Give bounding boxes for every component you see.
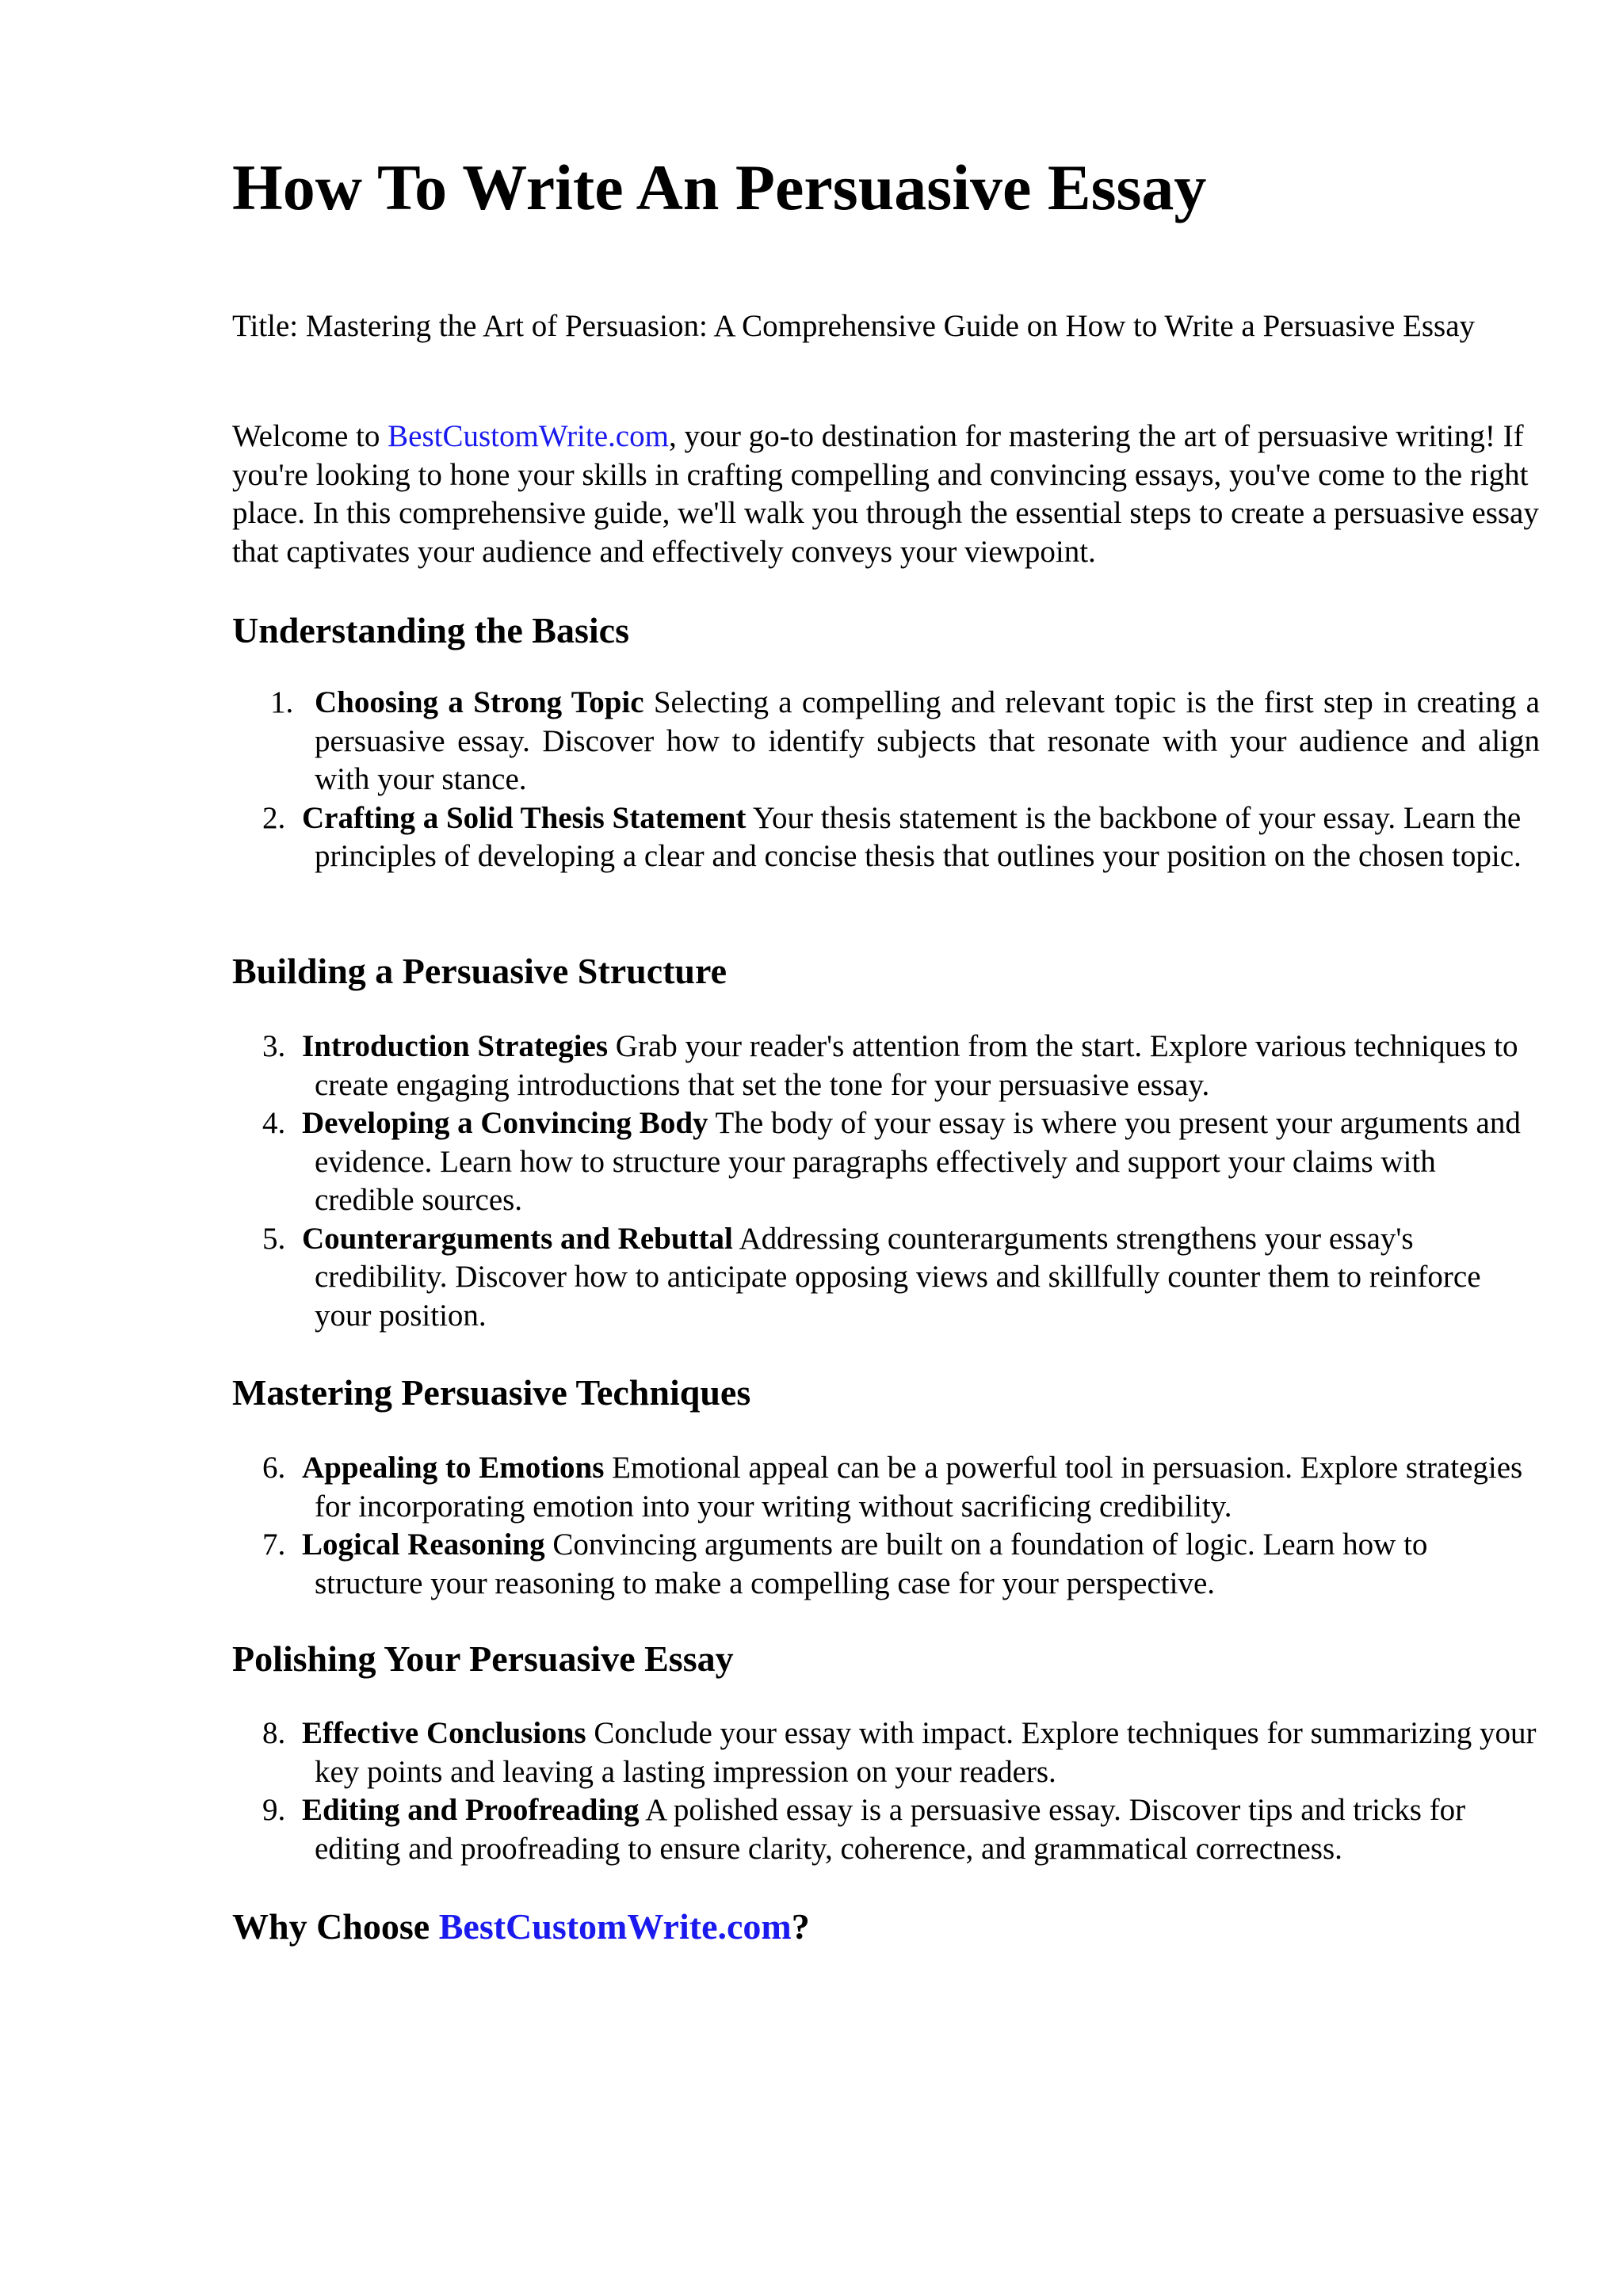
closing-heading-prefix: Why Choose [232, 1906, 439, 1947]
list-item [232, 1028, 1540, 1104]
page-title: How To Write An Persuasive Essay [232, 151, 1207, 223]
document-subtitle: Title: Mastering the Art of Persuasion: A Comprehensive Guide on How to Write a Persuasive Essay [232, 309, 1475, 343]
list-item-term: Logical Reasoning [302, 1527, 545, 1562]
list-item-term: Choosing a Strong Topic [315, 685, 644, 719]
list-item-number: 7. [262, 1527, 286, 1562]
list-item-number: 9. [262, 1793, 286, 1827]
closing-heading [232, 1905, 810, 1949]
list-item-number: 1. [270, 685, 294, 719]
section-heading-polishing: Polishing Your Persuasive Essay [232, 1638, 734, 1679]
list-item-term: Developing a Convincing Body [302, 1106, 708, 1140]
section-list-structure [232, 1028, 1540, 1335]
list-item-term: Effective Conclusions [302, 1716, 586, 1750]
section-list-basics [232, 684, 1540, 876]
closing-heading-suffix: ? [791, 1906, 810, 1947]
list-item [232, 1714, 1540, 1791]
list-item-text: Grab your reader's attention from the start. Explore various techniques to create engaging introductions that set the tone for your persuasive essay. [315, 1029, 1518, 1102]
section-list-polishing [232, 1714, 1540, 1868]
section-list-techniques [232, 1449, 1540, 1603]
list-item-term: Counterarguments and Rebuttal [302, 1221, 733, 1256]
closing-heading-link[interactable]: BestCustomWrite.com [438, 1906, 792, 1947]
section-heading-techniques: Mastering Persuasive Techniques [232, 1372, 751, 1413]
list-item-number: 4. [262, 1106, 286, 1140]
list-item [232, 1526, 1540, 1603]
list-item-text: Conclude your essay with impact. Explore techniques for summarizing your key points and leaving a lasting impression on your readers. [315, 1716, 1537, 1789]
list-item-text: Convincing arguments are built on a foundation of logic. Learn how to structure your reasoning to make a compelling case for your perspective. [315, 1527, 1428, 1600]
list-item-number: 5. [262, 1221, 286, 1256]
intro-suffix: , your go-to destination for mastering the art of persuasive writing! If you're looking to hone your skills in crafting compelling and convincing essays, you've come to the right place. In this comprehensive guide, we'll walk you through the essential steps to create a persuasive essay that captivates your audience and effectively conveys your viewpoint. [232, 419, 1539, 569]
list-item-number: 3. [262, 1029, 286, 1063]
list-item-text: The body of your essay is where you present your arguments and evidence. Learn how to structure your paragraphs effectively and support your claims with credible sources. [315, 1106, 1521, 1217]
list-item-text: Addressing counterarguments strengthens your essay's credibility. Discover how to anticipate opposing views and skillfully counter them to reinforce your position. [315, 1221, 1481, 1333]
list-item-text: Your thesis statement is the backbone of your essay. Learn the principles of developing a clear and concise thesis that outlines your position on the chosen topic. [315, 800, 1522, 873]
intro-prefix: Welcome to [232, 419, 388, 453]
section-heading-structure: Building a Persuasive Structure [232, 951, 727, 991]
list-item-number: 2. [262, 800, 286, 835]
list-item [232, 1104, 1540, 1220]
list-item [232, 1449, 1540, 1526]
list-item [232, 1791, 1540, 1868]
list-item-number: 6. [262, 1451, 286, 1485]
list-item-text: Selecting a compelling and relevant topic is the first step in creating a persuasive essay. Discover how to identify subjects that resonate with your audience and align with your stance. [315, 685, 1540, 796]
list-item-term: Introduction Strategies [302, 1029, 609, 1063]
section-heading-basics: Understanding the Basics [232, 610, 629, 650]
list-item-text: Emotional appeal can be a powerful tool in persuasion. Explore strategies for incorporating emotion into your writing without sacrificing credibility. [315, 1451, 1523, 1524]
intro-paragraph [232, 418, 1540, 571]
list-item-term: Crafting a Solid Thesis Statement [302, 800, 747, 835]
list-item-text: A polished essay is a persuasive essay. Discover tips and tricks for editing and proofreading to ensure clarity, coherence, and grammatical correctness. [315, 1793, 1466, 1866]
list-item [232, 799, 1540, 876]
list-item-number: 8. [262, 1716, 286, 1750]
intro-link[interactable]: BestCustomWrite.com [388, 419, 669, 453]
list-item [232, 1220, 1540, 1336]
list-item-term: Appealing to Emotions [302, 1451, 605, 1485]
list-item [232, 684, 1540, 799]
list-item-term: Editing and Proofreading [302, 1793, 640, 1827]
